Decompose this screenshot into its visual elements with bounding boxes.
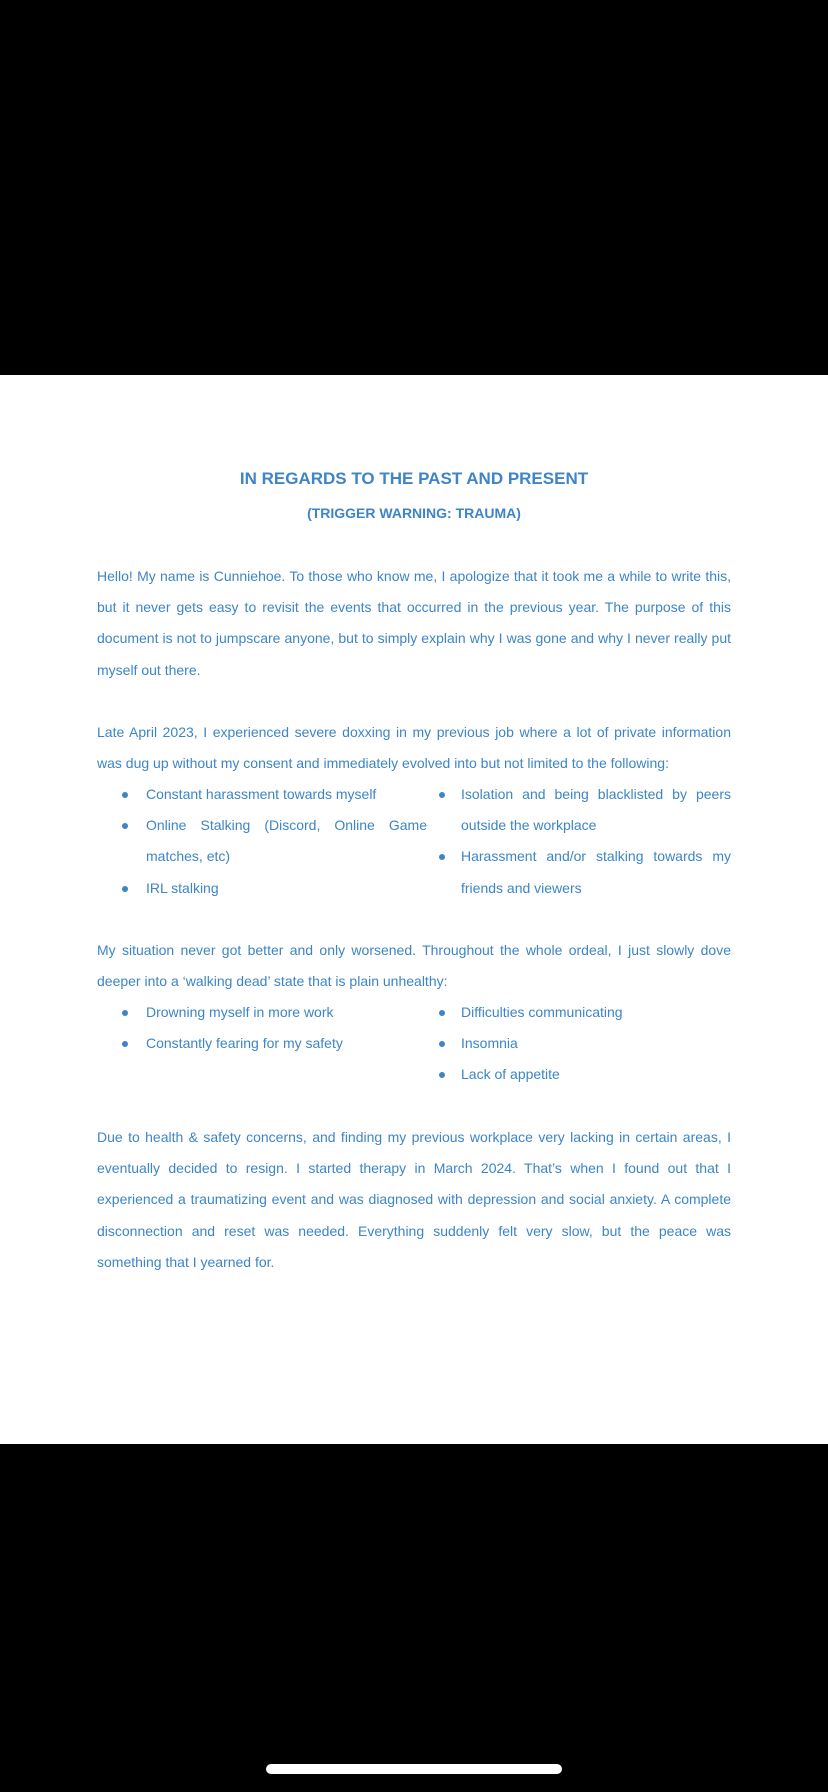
bullet-icon [439,1072,445,1078]
list-item-text: Harassment and/or stalking towards my friends and viewers [461,848,731,896]
trigger-warning-subtitle: (TRIGGER WARNING: TRAUMA) [307,505,521,521]
resignation-paragraph: Due to health & safety concerns, and finding my previous workplace very lacking in certain areas, I eventually decided to resign. I started therapy in March 2024. That’s when I found out that I experienced a traumatizing event and was diagnosed with depression and social anxiety. A complete disconnection and reset was needed. Everything suddenly felt very slow, but the peace was something that I yearned for. [97,1129,731,1270]
list-item-text: Drowning myself in more work [146,1004,334,1020]
list-item [437,1028,731,1059]
symptoms-list-left [97,997,427,1059]
bullet-icon [439,854,445,860]
list-item-text: Lack of appetite [461,1066,560,1083]
bullet-icon [439,1041,445,1047]
list-item [97,779,427,810]
symptoms-list-right [437,997,731,1091]
effects-list-left [97,779,427,904]
list-item-text: Isolation and being blacklisted by peers outside the workplace [461,786,731,834]
situation-paragraph: My situation never got better and only worsened. Throughout the whole ordeal, I just slowly dove deeper into a ‘walking dead’ state that is plain unhealthy: [97,942,731,990]
list-item-text: Online Stalking (Discord, Online Game matches, etc) [146,817,427,865]
effects-list-right [437,779,731,904]
document-page[interactable] [0,375,828,1444]
doxxing-paragraph: Late April 2023, I experienced severe doxxing in my previous job where a lot of private information was dug up without my consent and immediately evolved into but not limited to the following: [97,724,731,772]
list-item-text: Constantly fearing for my safety [146,1035,343,1052]
bullet-icon [439,1010,445,1016]
bullet-icon [122,886,128,892]
list-item [437,1059,731,1090]
list-item [437,779,731,841]
bullet-icon [122,1010,128,1016]
home-indicator[interactable] [266,1764,562,1774]
list-item-text: Difficulties communicating [461,1004,623,1020]
list-item [437,841,731,903]
bullet-icon [122,823,128,829]
list-item [97,997,427,1028]
bullet-icon [439,792,445,798]
intro-paragraph: Hello! My name is Cunniehoe. To those who know me, I apologize that it took me a while to write this, but it never gets easy to revisit the events that occurred in the previous year. The purpose of this document is not to jumpscare anyone, but to simply explain why I was gone and why I never really put myself out there. [97,568,731,678]
bullet-icon [122,792,128,798]
bullet-icon [122,1041,128,1047]
list-item-text: IRL stalking [146,879,219,896]
list-item [437,997,731,1028]
list-item [97,873,427,904]
list-item [97,1028,427,1059]
list-item-text: Constant harassment towards myself [146,786,377,802]
list-item [97,810,427,872]
list-item-text: Insomnia [461,1035,518,1052]
document-title: IN REGARDS TO THE PAST AND PRESENT [239,469,589,488]
